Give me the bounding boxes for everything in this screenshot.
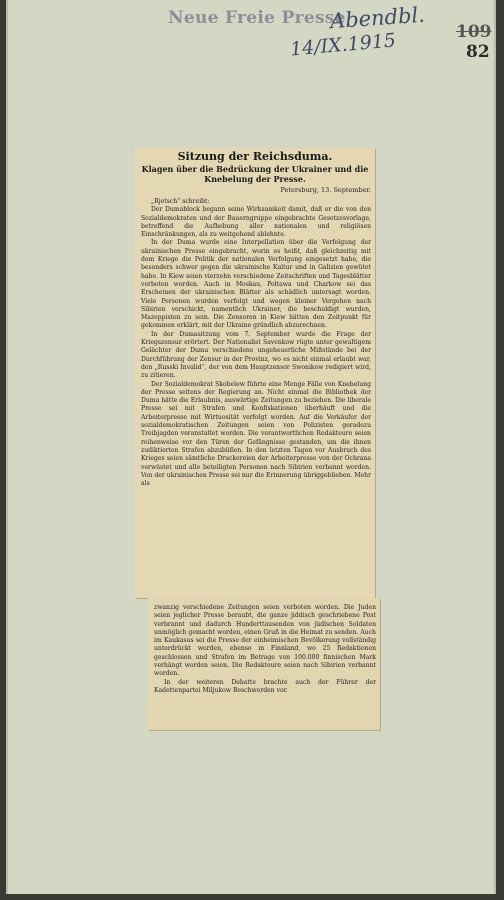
- article-dateline: Petersburg, 13. September.: [280, 186, 371, 194]
- article-body-continuation: [154, 604, 376, 695]
- article-paragraph: In der Duma wurde eine Interpellation über die Verfolgung der ukrainischen Presse eingebracht, worin es heißt, daß gleichzeitig mit dem Kriege die Politik der nationalen Verfolgung eingesetzt habe, die besonders schwer gegen die ukrainische Kultur und in Galizien gewütet habe. In Kiew seien vierzehn verschiedene Zeitschriften und Tagesblätter verboten worden. Auch in Moskau, Poltawa und Charkow sei das Erscheinen der ukrainischen Blätter als schädlich untersagt worden. Viele Personen wurden verfolgt und wegen kleiner Vergehen nach Sibirien verschickt, namentlich Ukrainer, die beschuldigt wurden, Mazeppisten zu sein. Die Zensoren in Kiew hätten den Zeitpunkt für gekommen erklärt, mit der Ukraine gründlich abzurechnen.: [141, 239, 371, 330]
- page-number: 82: [466, 42, 490, 62]
- newspaper-clipping-continuation: [148, 598, 380, 730]
- article-body: [141, 198, 371, 488]
- article-paragraph: „Rjetsch“ schreibt:: [151, 198, 210, 205]
- page-number-old: 109: [456, 22, 492, 42]
- article-paragraph: zwanzig verschiedene Zeitungen seien verboten worden. Die Juden seien jeglicher Presse beraubt, die ganze jiddisch geschriebene Post verbrannt und dadurch Hunderttausenden von jüdischen Soldaten unmöglich gemacht worden, einen Gruß in die Heimat zu senden. Auch im Kaukasus sei die Presse der einheimischen Bevölkerung vollständig unterdrückt worden, ebenso in Finnland, wo 25 Redaktionen geschlossen und Strafen im Betrage von 100.000 finnischen Mark verhängt worden seien. Die Redakteure seien nach Sibirien verbannt worden.: [154, 604, 376, 678]
- article-subtitle: Klagen über die Bedrückung der Ukrainer und die Knebelung der Presse.: [141, 164, 369, 184]
- newspaper-clipping: [135, 148, 375, 598]
- handwritten-date: 14/IX.1915: [289, 29, 397, 61]
- article-paragraph: In der Dumasitzung vom 7. September wurde die Frage der Kriegszensur erörtert. Der Nationalist Savenkow rügte unter gewaltigem Gelächter der Duma verschiedene ungeheuerliche Mißstände bei der Durchführung der Zensur in der Provinz, wo es nicht einmal erlaubt war, den „Russki Invalid“, der von dem Hauptzensor Swonikow redigiert wird, zu zitieren.: [141, 330, 371, 380]
- article-paragraph: Der Dumablock begann seine Wirksamkeit damit, daß er die von den Sozialdemokraten und der Bauerngruppe eingebrachte Gesetzesvorlage, betreffend die Aufhebung aller nationalen und religiösen Einschränkungen, als zu weitgehend ablehnte.: [141, 206, 371, 239]
- article-paragraph: In der weiteren Debatte brachte auch der Führer der Kadettenpartei Miljukow Beschwerden vor.: [154, 678, 376, 694]
- article-paragraph: Der Sozialdemokrat Skobelew führte eine Menge Fälle von Knebelung der Presse seitens der Regierung an. Nicht einmal die Bibliothek der Duma hätte die Erlaubnis, auswärtige Zeitungen zu beziehen. Die liberale Presse sei mit Strafen und Konfiskationen überhäuft und die Arbeiterpresse mit Wirtuosität verfolgt worden. Auf die Verkäufer der sozialdemokratischen Zeitungen seien von Polizisten geradezu Treibjagden veranstaltet worden. Die verantwortlichen Redakteure seien reihenweise vor den Türen der Gefängnisse gestanden, um die ihnen zudiktierten Strafen abzubüßen. In den letzten Tagen vor Ausbruch des Krieges seien sämtliche Druckereien der Arbeiterpresse von der Ochrana verwüstet und alle beteiligten Personen nach Sibirien verbannt worden. Von der ukrainischen Presse sei nur die Erinnerung übriggeblieben. Mehr als: [141, 380, 371, 488]
- newspaper-stamp: Neue Freie Presse: [168, 8, 346, 28]
- article-title: Sitzung der Reichsduma.: [177, 150, 333, 163]
- handwritten-edition: Abendbl.: [329, 2, 426, 34]
